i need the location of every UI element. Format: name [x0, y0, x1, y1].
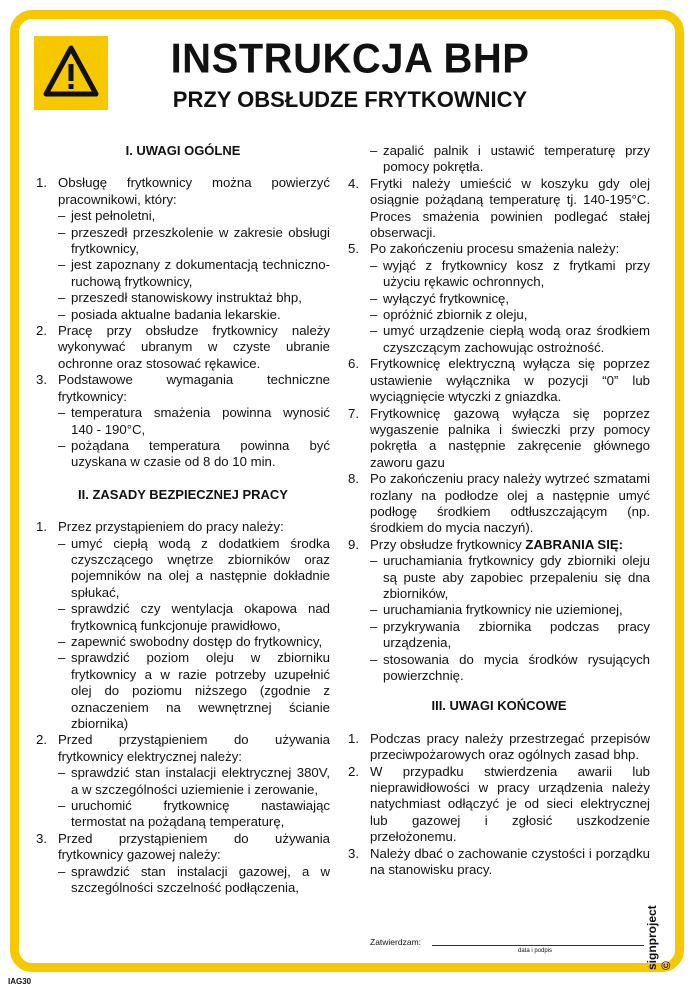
item-text: Obsługę frytkownicy można powierzyć pracownikowi, który:: [58, 175, 330, 207]
list-item: [348, 356, 650, 405]
bullet-item: – sprawdzić czy wentylacja okapowa nad frytkownicą funkcjonuje prawidłowo,: [58, 601, 330, 634]
item-number: 3.: [36, 372, 47, 388]
list-item: [348, 241, 650, 356]
section-heading-general: I. UWAGI OGÓLNE: [125, 143, 241, 158]
list-item: [348, 471, 650, 537]
list-item: [348, 731, 650, 764]
item-number: 8.: [348, 471, 359, 487]
list-item: [36, 323, 330, 372]
bullet-item: – przeszedł przeszkolenie w zakresie obsługi frytkownicy,: [58, 225, 330, 258]
page-title: INSTRUKCJA BHP: [170, 35, 530, 83]
bullet-item: – opróżnić zbiornik z oleju,: [370, 307, 650, 323]
bullet-item: – uruchomić frytkownicę nastawiając termostat na pożądaną temperaturę,: [58, 798, 330, 831]
bullet-item: – jest zapoznany z dokumentacją techniczno-ruchową frytkownicy,: [58, 257, 330, 290]
bullet-item: – sprawdzić stan instalacji elektrycznej 380V, a w szczególności uziemienie i zerowanie,: [58, 765, 330, 798]
item-number: 1.: [36, 175, 47, 191]
prohibited-label: ZABRANIA SIĘ:: [525, 536, 624, 552]
item-number: 4.: [348, 175, 359, 191]
list-item: [36, 372, 330, 470]
item-text: Po zakończeniu procesu smażenia należy:: [370, 241, 620, 257]
item-number: 9.: [348, 536, 359, 552]
signature-line: [432, 945, 644, 946]
item-text: Podczas pracy należy przestrzegać przepisów przeciwpożarowych oraz ogólnych zasad bhp.: [370, 730, 650, 763]
bullet-item: – posiada aktualne badania lekarskie.: [58, 307, 330, 323]
page-subtitle: PRZY OBSŁUDZE FRYTKOWNICY: [172, 87, 528, 112]
list-item: [36, 732, 330, 830]
section-heading-safe-work: II. ZASADY BEZPIECZNEJ PRACY: [78, 486, 288, 502]
item-number: 7.: [348, 405, 359, 421]
bullet-item: – wyjąć z frytkownicy kosz z frytkami przy użyciu rękawic ochronnych,: [370, 258, 650, 291]
bullet-item: – temperatura smażenia powinna wynosić 140 - 190°C,: [58, 405, 330, 438]
item-text: Przez przystąpieniem do pracy należy:: [58, 519, 284, 535]
item-text: Należy dbać o zachowanie czystości i porządku na stanowisku pracy.: [370, 845, 650, 878]
list-item: [348, 764, 650, 846]
item-number: 1.: [348, 730, 359, 746]
bullet-item: – stosowania do mycia środków rysujących powierzchnię.: [370, 652, 650, 685]
bullet-item: – pożądana temperatura powinna być uzyskana w czasie od 8 do 10 min.: [58, 438, 330, 471]
bullet-item: – przeszedł stanowiskowy instruktaż bhp,: [58, 290, 330, 306]
signature-caption: data i podpis: [518, 948, 553, 954]
bullet-item: – wyłączyć frytkownicę,: [370, 291, 650, 307]
list-item: [348, 406, 650, 472]
left-column: [36, 143, 330, 896]
item-number: 5.: [348, 241, 359, 257]
list-item: [36, 519, 330, 732]
right-column: [348, 143, 650, 878]
item-text: Przed przystąpieniem do używania frytkownicy gazowej należy:: [58, 830, 330, 863]
item-text: Frytki należy umieścić w koszyku gdy olej osiągnie pożądaną temperaturę tj. 140-195°C. Proces smażenia powinien podlegać stałej obserwacji.: [370, 175, 650, 241]
section-heading-final: III. UWAGI KOŃCOWE: [431, 698, 567, 714]
bullet-item: – przykrywania zbiornika podczas pracy urządzenia,: [370, 619, 650, 652]
bullet-item: – uruchamiania frytkownicy nie uziemionej,: [370, 602, 650, 618]
bullet-item: – sprawdzić poziom oleju w zbiorniku frytkownicy a w razie potrzeby uzupełnić olej do poziomu niższego (zgodnie z oznaczeniem na wewnętrznej ścianie zbiornika): [58, 650, 330, 732]
list-item: [348, 537, 650, 685]
continued-bullets: [348, 143, 650, 176]
item-number: 6.: [348, 356, 359, 372]
item-text: W przypadku stwierdzenia awarii lub nieprawidłowości w pracy urządzenia należy natychmiast odłączyć je od sieci elektrycznej lub gazowej i zgłosić uszkodzenie przełożonemu.: [370, 763, 650, 845]
bullet-item: – zapewnić swobodny dostęp do frytkownicy,: [58, 634, 330, 650]
list-item: [348, 176, 650, 242]
approve-label: Zatwierdzam:: [370, 937, 422, 947]
bullet-item: – umyć ciepłą wodą z dodatkiem środka czyszczącego wnętrze zbiorników oraz pojemników na olej a następnie dokładnie spłukać,: [58, 536, 330, 602]
item-number: 2.: [36, 323, 47, 339]
warning-triangle-icon: [34, 36, 108, 110]
safe-work-list-continued: [348, 176, 650, 685]
item-text: Pracę przy obsłudze frytkownicy należy wykonywać ubranym w czyste ubranie ochronne oraz stosować rękawice.: [58, 323, 330, 371]
item-text: Przed przystąpieniem do używania frytkownicy elektrycznej należy:: [58, 732, 330, 764]
item-text: Po zakończeniu pracy należy wytrzeć szmatami rozlany na podłodze olej a następnie umyć podłogę środkiem odtłuszczającym (np. środkiem do mycia naczyń).: [370, 471, 650, 536]
item-text: Frytkownicę elektryczną wyłącza się poprzez ustawienie wyłącznika w pozycji “0” lub wyciągnięcie wtyczki z gniazdka.: [370, 356, 650, 405]
general-list: [36, 175, 330, 470]
item-number: 2.: [36, 732, 47, 748]
final-list: [348, 731, 650, 879]
list-item: [36, 831, 330, 897]
item-number: 2.: [348, 763, 359, 779]
item-number: 1.: [36, 519, 47, 535]
brand-label: signproject ©: [645, 905, 673, 970]
bullet-item: – uruchamiania frytkownicy gdy zbiorniki oleju są puste aby zapobiec przepaleniu się dna zbiorników,: [370, 553, 650, 602]
item-text: Przy obsłudze frytkownicy: [370, 536, 522, 552]
bullet-item: – zapalić palnik i ustawić temperaturę przy pomocy pokrętła.: [370, 143, 650, 176]
safe-work-list: [36, 519, 330, 896]
bullet-item: – jest pełnoletni,: [58, 208, 330, 224]
bullet-item: – umyć urządzenie ciepłą wodą oraz środkiem czyszczącym zachowując ostrożność.: [370, 323, 650, 356]
list-item: [348, 846, 650, 879]
list-item: [36, 175, 330, 323]
item-number: 3.: [36, 830, 47, 846]
item-number: 3.: [348, 845, 359, 861]
item-text: Frytkownicę gazową wyłącza się poprzez wygaszenie palnika i świeczki przy pomocy pokrętła a następnie zakręcenie głównego zaworu gazu: [370, 405, 650, 470]
item-text: Podstawowe wymagania techniczne frytkownicy:: [58, 372, 330, 404]
bullet-item: – sprawdzić stan instalacji gazowej, a w szczególności szczelność podłączenia,: [58, 864, 330, 897]
product-code: IAG30: [8, 977, 32, 986]
